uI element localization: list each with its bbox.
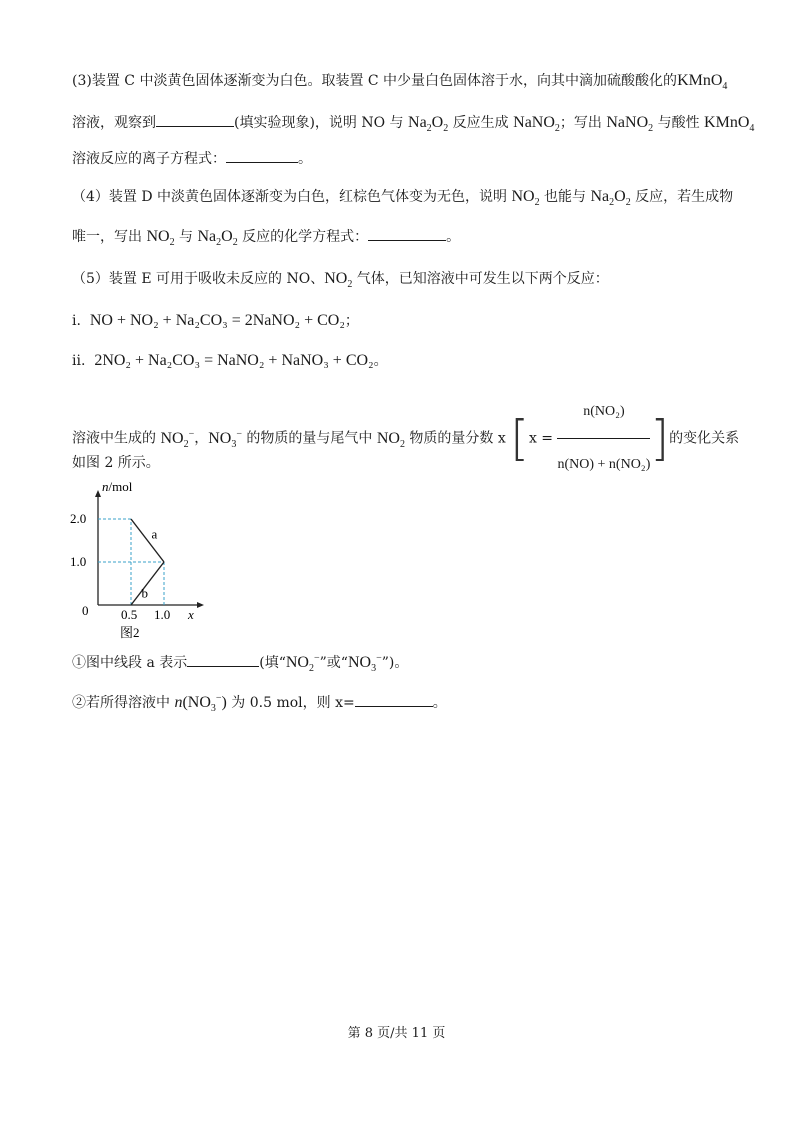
q5-line-3: 如图 2 所示。 — [72, 455, 160, 471]
na2o2-formula: $Na_2O_2$ — [590, 188, 631, 209]
x-tick-label: 0.5 — [121, 607, 138, 622]
reaction-i: i. NO + NO₂ + Na₂CO₃ = 2NaNO₂ + CO₂； — [72, 312, 359, 329]
no2-formula: $NO_2$ — [511, 188, 540, 209]
x-axis-label: x — [188, 607, 194, 622]
no2-formula: $NO_2$ — [324, 270, 353, 291]
figure-2-chart — [70, 474, 230, 646]
answer-blank[interactable] — [355, 692, 433, 707]
q3-text: (3)装置 C 中淡黄色固体逐渐变为白色。取装置 C 中少量白色固体溶于水，向其中滴加硫酸酸化的 — [72, 73, 678, 89]
q5-line-1: （5）装置 E 可用于吸收未反应的 NO、$NO_2$ 气体，已知溶液中可发生以下两个反应： — [72, 270, 609, 291]
figure-caption: 图2 — [120, 625, 140, 640]
series-label-a: a — [151, 526, 158, 542]
y-tick-label: 1.0 — [70, 554, 87, 569]
nitrite-ion: $NO_2^-$ — [285, 652, 320, 675]
origin-label: 0 — [82, 603, 89, 618]
y-axis-label: n/mol — [102, 479, 133, 494]
answer-blank[interactable] — [368, 226, 446, 241]
left-bracket: [ — [510, 410, 529, 467]
answer-blank[interactable] — [156, 112, 234, 127]
nitrate-ion: $(NO_3^-)$ — [182, 692, 227, 715]
x-tick-label: 1.0 — [154, 607, 171, 622]
series-line-a — [131, 519, 164, 562]
na2o2-formula: $Na_2O_2$ — [408, 114, 449, 135]
sub-question-2: ②若所得溶液中 $n(NO_3^-)$ 为 0.5 mol，则 x= 。 — [72, 692, 447, 715]
sub-question-1: ①图中线段 a 表示 (填“$NO_2^-$”或“$NO_3^-$”)。 — [72, 652, 409, 675]
series-label-b: b — [141, 585, 148, 601]
no2-formula: $NO_2$ — [146, 228, 175, 249]
answer-blank[interactable] — [226, 148, 298, 163]
reaction-i-equation: NO + NO₂ + Na₂CO₃ = 2NaNO₂ + CO₂ — [89, 312, 345, 329]
page-footer: 第 8 页/共 11 页 — [347, 1026, 446, 1041]
q5-line-2: 溶液中生成的 $NO_2^-$，$NO_3^-$ 的物质的量与尾气中 $NO_2$ 物质的量分数 x [x = $\frac{\text{n(NO₂)}}{\text{n(NO) + n(NO₂)}}$ ]的变化关系 — [72, 388, 739, 489]
y-axis-arrow — [95, 490, 101, 497]
x-axis-arrow — [197, 602, 204, 608]
nano2-formula: NaNO$_2$ — [513, 114, 560, 135]
q3-line-1 — [72, 70, 727, 92]
no2-formula: $NO_2$ — [376, 429, 405, 450]
nano2-formula: NaNO$_2$ — [606, 114, 654, 135]
fraction-denominator: n(NO) + n(NO₂) — [557, 457, 651, 472]
na2o2-formula: $Na_2O_2$ — [197, 228, 238, 249]
q4-line-2: 唯一，写出 $NO_2$ 与 $Na_2O_2$ 反应的化学方程式： 。 — [72, 228, 461, 249]
kmno4-formula: KMnO$_4$ — [677, 72, 728, 93]
q3-line-2: 溶液，观察到 (填实验现象)，说明 NO 与 $Na_2O_2$ 反应生成 NaNO$_2$；写出 NaNO$_2$ 与酸性 KMnO$_4$ — [72, 114, 755, 135]
q4-line-1: （4）装置 D 中淡黄色固体逐渐变为白色，红棕色气体变为无色，说明 $NO_2$ 也能与 $Na_2O_2$ 反应，若生成物 — [72, 188, 734, 209]
right-bracket: ] — [650, 410, 670, 467]
fraction-lhs: x = — [528, 430, 554, 447]
answer-blank[interactable] — [187, 652, 259, 667]
y-tick-label: 2.0 — [70, 511, 87, 526]
mole-fraction-formula — [557, 388, 650, 489]
fraction-numerator: n(NO₂) — [557, 388, 650, 439]
amount-symbol: n — [174, 694, 183, 711]
nitrate-ion: $NO_3^-$ — [208, 428, 242, 450]
reaction-ii-equation: 2NO₂ + Na₂CO₃ = NaNO₂ + NaNO₃ + CO₂ — [94, 352, 374, 369]
q3-line-3: 溶液反应的离子方程式： 。 — [72, 148, 312, 170]
reaction-ii: ii. 2NO₂ + Na₂CO₃ = NaNO₂ + NaNO₃ + CO₂。 — [72, 352, 388, 369]
kmno4-formula: KMnO$_4$ — [704, 114, 755, 135]
nitrate-ion: $NO_3^-$ — [347, 652, 382, 675]
nitrite-ion: $NO_2^-$ — [160, 428, 195, 450]
